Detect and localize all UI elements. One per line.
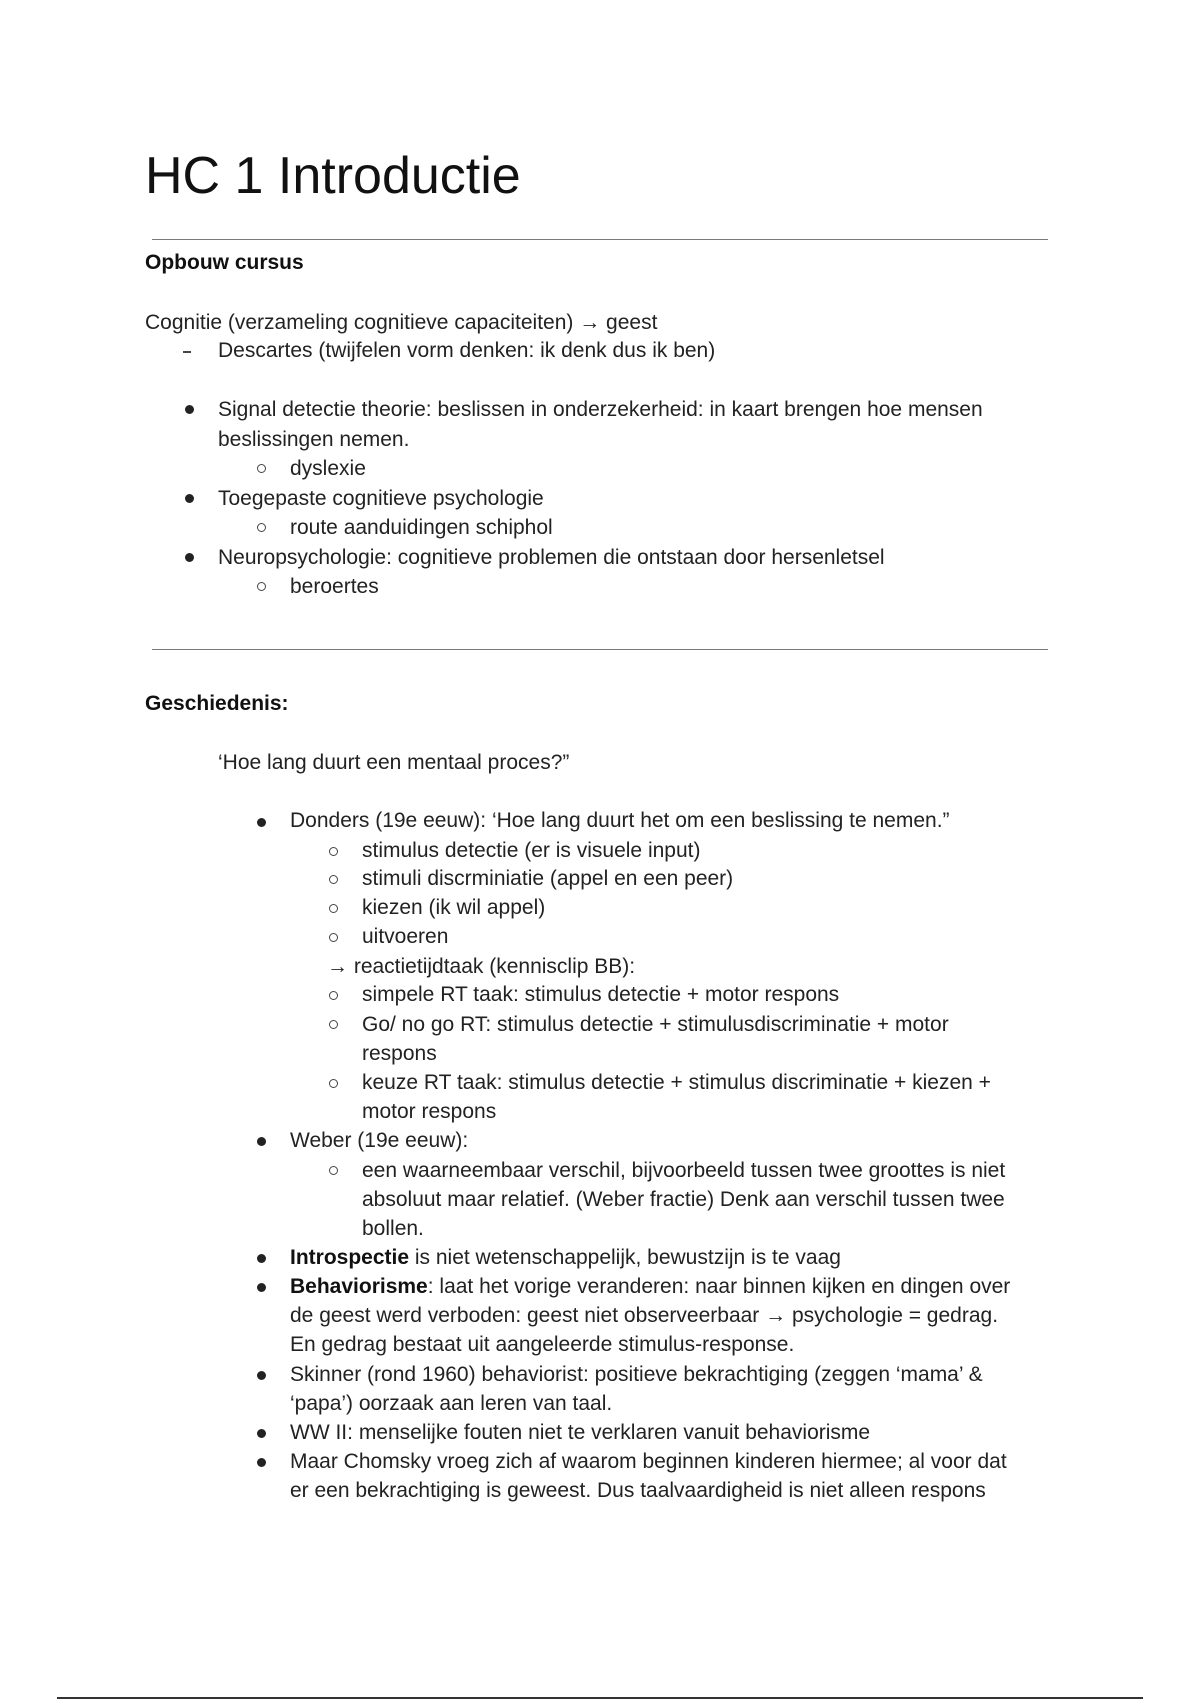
sub-bullet-icon (257, 464, 266, 473)
sub-list-item-continued: absoluut maar relatief. (Weber fractie) Denk aan verschil tussen twee (362, 1188, 1005, 1211)
sub-bullet-icon (257, 523, 266, 532)
sub-list-item-continued: bollen. (362, 1217, 424, 1240)
bullet-icon (257, 1458, 266, 1467)
bullet-icon (185, 553, 194, 562)
bold-term: Behaviorisme (290, 1275, 428, 1298)
list-item-donders: Donders (19e eeuw): ‘Hoe lang duurt het om een beslissing te nemen.” (290, 809, 950, 832)
sub-list-item: kiezen (ik wil appel) (362, 896, 546, 919)
sub-list-item: een waarneembaar verschil, bijvoorbeeld tussen twee groottes is niet (362, 1159, 1006, 1182)
bullet-icon (185, 405, 194, 414)
list-item-introspectie (290, 1243, 841, 1272)
list-item-behaviorisme (290, 1272, 1010, 1301)
sub-list-item: route aanduidingen schiphol (290, 516, 553, 539)
bullet-icon (257, 1254, 266, 1263)
list-item-continued: En gedrag bestaat uit aangeleerde stimulus-response. (290, 1333, 795, 1356)
arrow-line: → reactietijdtaak (kennisclip BB): (327, 955, 636, 978)
bullet-icon (257, 1371, 266, 1380)
bullet-icon (257, 1429, 266, 1438)
quote-line: ‘Hoe lang duurt een mentaal proces?” (218, 751, 570, 774)
list-item-continued: ‘papa’) oorzaak aan leren van taal. (290, 1392, 613, 1415)
dash-icon (183, 351, 191, 353)
list-item-chomsky: Maar Chomsky vroeg zich af waarom beginnen kinderen hiermee; al voor dat (290, 1450, 1007, 1473)
sub-list-item: uitvoeren (362, 925, 449, 948)
sub-list-item: Go/ no go RT: stimulus detectie + stimulusdiscriminatie + motor (362, 1013, 949, 1036)
sub-list-item-continued: motor respons (362, 1100, 497, 1123)
section-heading-geschiedenis: Geschiedenis: (145, 692, 289, 715)
divider (152, 239, 1048, 240)
list-item-weber: Weber (19e eeuw): (290, 1129, 469, 1152)
sub-bullet-icon (257, 582, 266, 591)
bullet-icon (257, 1137, 266, 1146)
list-item: Toegepaste cognitieve psychologie (218, 487, 544, 510)
bullet-icon (185, 494, 194, 503)
sub-list-item: simpele RT taak: stimulus detectie + motor respons (362, 983, 840, 1006)
sub-bullet-icon (329, 1166, 338, 1175)
intro-line: Cognitie (verzameling cognitieve capaciteiten) → geest (145, 311, 658, 334)
item-text: : laat het vorige veranderen: naar binnen kijken en dingen over (427, 1275, 1011, 1298)
list-item-skinner: Skinner (rond 1960) behaviorist: positieve bekrachtiging (zeggen ‘mama’ & (290, 1363, 983, 1386)
page-bottom-border (57, 1697, 1143, 1699)
bullet-icon (257, 818, 266, 827)
dash-item-text: Descartes (twijfelen vorm denken: ik denk dus ik ben) (218, 339, 716, 362)
list-item-continued: de geest werd verboden: geest niet observeerbaar → psychologie = gedrag. (290, 1304, 999, 1327)
sub-bullet-icon (329, 991, 338, 1000)
sub-bullet-icon (329, 933, 338, 942)
sub-bullet-icon (329, 1020, 338, 1029)
sub-bullet-icon (329, 1079, 338, 1088)
sub-list-item: dyslexie (290, 457, 366, 480)
sub-bullet-icon (329, 847, 338, 856)
item-text: is niet wetenschappelijk, bewustzijn is te vaag (409, 1246, 841, 1269)
sub-list-item: keuze RT taak: stimulus detectie + stimulus discriminatie + kiezen + (362, 1071, 991, 1094)
sub-list-item: beroertes (290, 575, 379, 598)
page-title: HC 1 Introductie (145, 147, 521, 205)
list-item-ww2: WW II: menselijke fouten niet te verklaren vanuit behaviorisme (290, 1421, 871, 1444)
sub-list-item: stimulus detectie (er is visuele input) (362, 839, 701, 862)
section-heading-opbouw: Opbouw cursus (145, 251, 304, 274)
list-item-continued: beslissingen nemen. (218, 428, 410, 451)
sub-list-item-continued: respons (362, 1042, 437, 1065)
bullet-icon (257, 1283, 266, 1292)
sub-bullet-icon (329, 875, 338, 884)
sub-list-item: stimuli discrminiatie (appel en een peer) (362, 867, 734, 890)
sub-bullet-icon (329, 904, 338, 913)
list-item: Signal detectie theorie: beslissen in onderzekerheid: in kaart brengen hoe mensen (218, 398, 983, 421)
divider (152, 649, 1048, 650)
list-item-continued: er een bekrachtiging is geweest. Dus taalvaardigheid is niet alleen respons (290, 1479, 986, 1502)
bold-term: Introspectie (290, 1246, 410, 1269)
list-item: Neuropsychologie: cognitieve problemen die ontstaan door hersenletsel (218, 546, 885, 569)
